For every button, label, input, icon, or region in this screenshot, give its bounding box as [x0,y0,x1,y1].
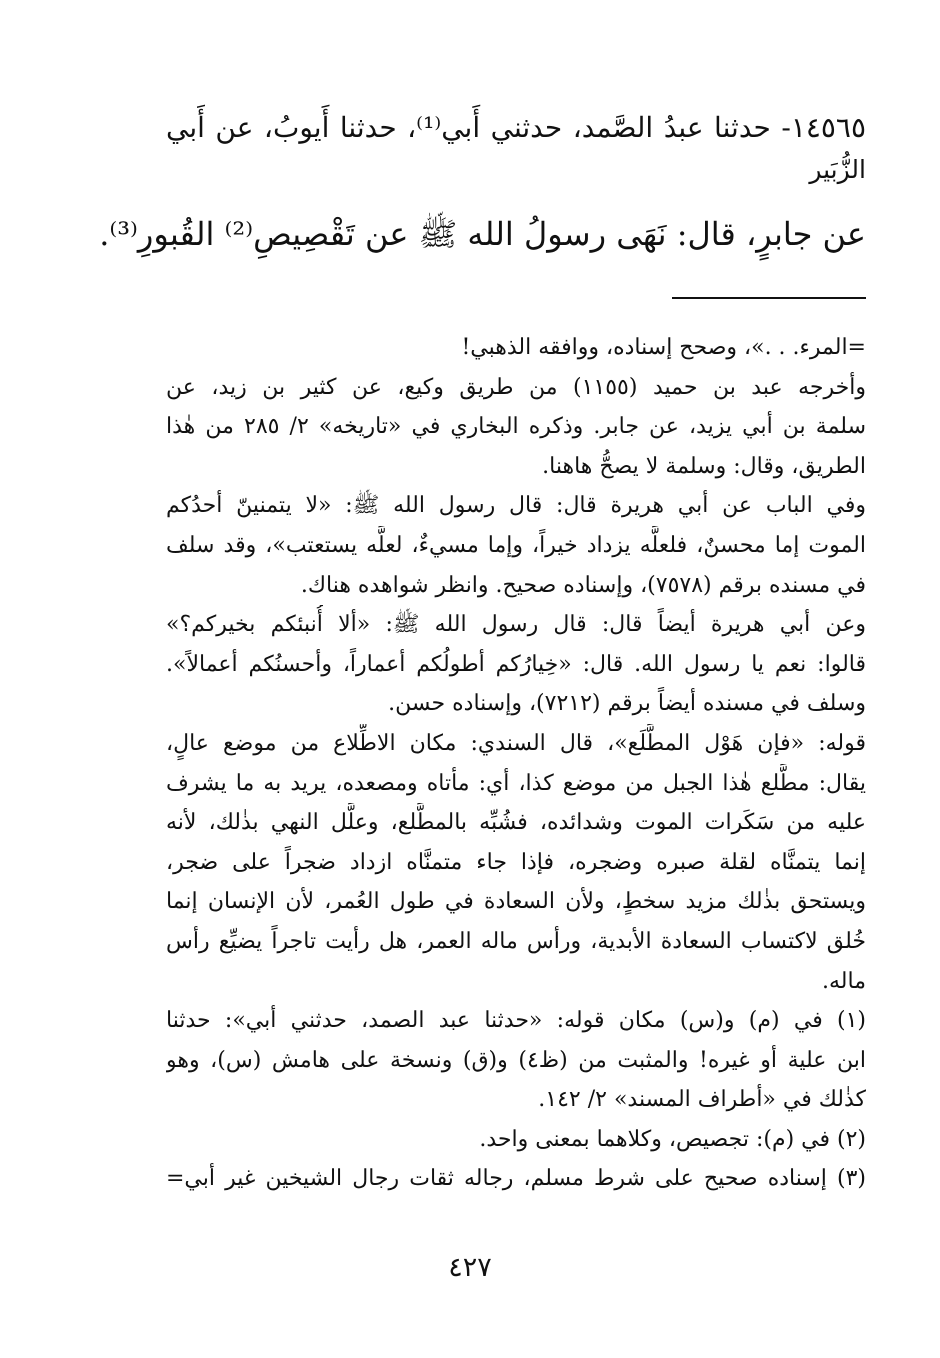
footnote-line: قوله: «فإن هَوْل المطَّلَع»، قال السندي: مكان الاطِّلاع من موضع عالٍ، [166,730,866,756]
footnote-line: (١) في (م) و(س) مكان قوله: «حدثنا عبد الصمد، حدثني أبي»: حدثنا [166,1008,866,1034]
footnote-line: كذٰلك في «أطراف المسند» ٢/ ١٤٢. [538,1087,866,1113]
footnotes [166,328,866,1199]
page-number: ٤٢٧ [448,1252,492,1283]
footnote-line: إنما يتمنَّاه لقلة صبره وضجره، فإذا جاء متمنَّاه ازداد ضجراً على ضجر، [166,849,866,875]
footnote-line: الطريق، وقال: وسلمة لا يصحُّ هاهنا. [542,453,866,479]
footnote-line: وفي الباب عن أبي هريرة قال: قال رسول الله ﷺ: «لا يتمنينّ أحدُكم [166,493,866,519]
hadith-line-3: عن جابرٍ، قال: نَهَى رسولُ الله ﷺ عن تَقْصِيصِ⁽²⁾ القُبورِ⁽³⁾. [99,215,866,253]
footnote-line: ابن علية أو غيره! والمثبت من (ظ٤) و(ق) ونسخة على هامش (س)، وهو [166,1047,866,1073]
footnote-line: وسلف في مسنده أيضاً برقم (٧٢١٢)، وإسناده حسن. [388,691,866,717]
footnote-line: (٣) إسناده صحيح على شرط مسلم، رجاله ثقات رجال الشيخين غير أبي= [166,1166,866,1192]
footnote-line: =المرء. . .»، وصحح إسناده، ووافقه الذهبي! [461,335,866,360]
footnote-line: قالوا: نعم يا رسول الله. قال: «خِيارُكم أطولُكم أعماراً، وأحسنُكم أعمالاً». [166,651,866,677]
footnote-line: خُلق لاكتساب السعادة الأبدية، ورأس ماله العمر، هل رأيت تاجراً يضيِّع رأس [166,928,866,954]
footnote-line: يقال: مطَّلع هٰذا الجبل من موضع كذا، أي: مأتاه ومصعده، يريد به ما يشرف [166,770,866,796]
footnote-line: وأخرجه عبد بن حميد (١١٥٥) من طريق وكيع، عن كثير بن زيد، عن [166,374,866,400]
footnote-line: وعن أبي هريرة أيضاً قال: قال رسول الله ﷺ: «ألا أُنبئكم بخيركم؟» [166,612,866,638]
footnote-line: (٢) في (م): تجصيص، وكلاهما بمعنى واحد. [479,1126,866,1152]
footnote-line: ويستحق بذٰلك مزيد سخطٍ، ولأن السعادة في طول العُمر، لأن الإنسان إنما [166,889,866,915]
hadith-line-2: الزُّبَير [809,155,866,184]
footnote-line: عليه من سَكَرات الموت وشدائده، فشُبِّه بالمطَّلع، وعلَّل النهي بذٰلك، لأنه [166,810,866,836]
footnote-line: سلمة بن أبي يزيد، عن جابر. وذكره البخاري في «تاريخه» ٢/ ٢٨٥ من هٰذا [166,414,866,440]
footnote-line: الموت إما محسنٌ، فلعلَّه يزداد خيراً، وإما مسيءٌ، لعلَّه يستعتب»، وقد سلف [166,532,866,558]
hadith-line-1: ١٤٥٦٥- حدثنا عبدُ الصَّمد، حدثني أَبي⁽¹⁾، حدثنا أَيوبُ، عن أَبي [166,111,867,144]
footnote-separator [672,297,866,299]
footnote-line: في مسنده برقم (٧٥٧٨)، وإسناده صحيح. وانظر شواهده هناك. [300,572,866,598]
footnote-line: ماله. [822,968,866,994]
